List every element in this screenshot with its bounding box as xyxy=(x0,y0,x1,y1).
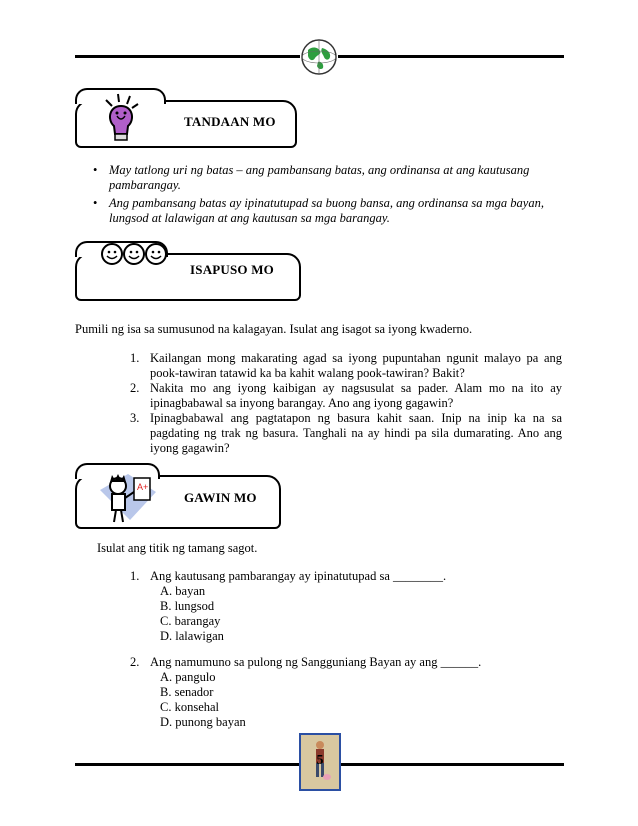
isapuso-instruction: Pumili ng isa sa sumusunod na kalagayan. Isulat ang isagot sa iyong kwaderno. xyxy=(75,322,473,336)
smiley-faces-icon xyxy=(100,240,170,268)
lightbulb-icon xyxy=(100,92,142,148)
header-rule-left xyxy=(75,55,300,58)
bullet-item: • Ang pambansang batas ay ipinatutupad sa buong bansa, ang ordinansa sa mga bayan, lungsod at lalawigan at ang kautusan sa mga barangay. xyxy=(95,196,565,226)
header-rule-right xyxy=(338,55,564,58)
gawin-question-1 xyxy=(130,569,562,644)
answer-option: D. lalawigan xyxy=(160,629,224,643)
gawin-title: GAWIN MO xyxy=(184,490,257,505)
list-item: 2. Nakita mo ang iyong kaibigan ay nagsusulat sa pader. Alam mo na ito ay ipinagbabawal sa inyong barangay. Ano ang iyong gagawin? xyxy=(130,381,562,410)
footer-rule-right xyxy=(339,763,564,766)
page-number-badge xyxy=(299,733,341,791)
answer-option: C. konsehal xyxy=(160,700,220,714)
answer-option: B. lungsod xyxy=(160,599,215,613)
globe-icon xyxy=(300,38,338,76)
tandaan-title: TANDAAN MO xyxy=(184,114,276,129)
answer-option: C. barangay xyxy=(160,614,221,628)
footer-rule-left xyxy=(75,763,299,766)
isapuso-list xyxy=(130,351,562,456)
list-item: 1. Kailangan mong makarating agad sa iyong pupuntahan ngunit malayo pa ang pook-tawiran tatawid ka ba kahit walang pook-tawiran? Bakit? xyxy=(130,351,562,380)
student-holding-paper-icon xyxy=(94,470,164,528)
gawin-question-2 xyxy=(130,655,562,730)
tandaan-bullet-list xyxy=(95,163,565,229)
gawin-instruction: Isulat ang titik ng tamang sagot. xyxy=(97,541,258,555)
question-item: 2. Ang namumuno sa pulong ng Sangguniang Bayan ay ang ______. xyxy=(130,655,482,669)
bullet-item: • May tatlong uri ng batas – ang pambansang batas, ang ordinansa at ang kautusang pambarangay. xyxy=(95,163,565,193)
answer-option: B. senador xyxy=(160,685,214,699)
svg-text:A+: A+ xyxy=(137,482,149,492)
isapuso-title: ISAPUSO MO xyxy=(190,262,274,277)
page-number: 5 xyxy=(316,753,324,768)
answer-option: A. bayan xyxy=(160,584,206,598)
answer-option: D. punong bayan xyxy=(160,715,246,729)
question-item: 1. Ang kautusang pambarangay ay ipinatutupad sa ________. xyxy=(130,569,447,583)
answer-option: A. pangulo xyxy=(160,670,216,684)
list-item: 3. Ipinagbabawal ang pagtatapon ng basura kahit saan. Inip na inip ka na sa pagdating ng trak ng basura. Tanghali na ay hindi pa sila dumarating. Ano ang iyong gagawin? xyxy=(130,411,562,455)
